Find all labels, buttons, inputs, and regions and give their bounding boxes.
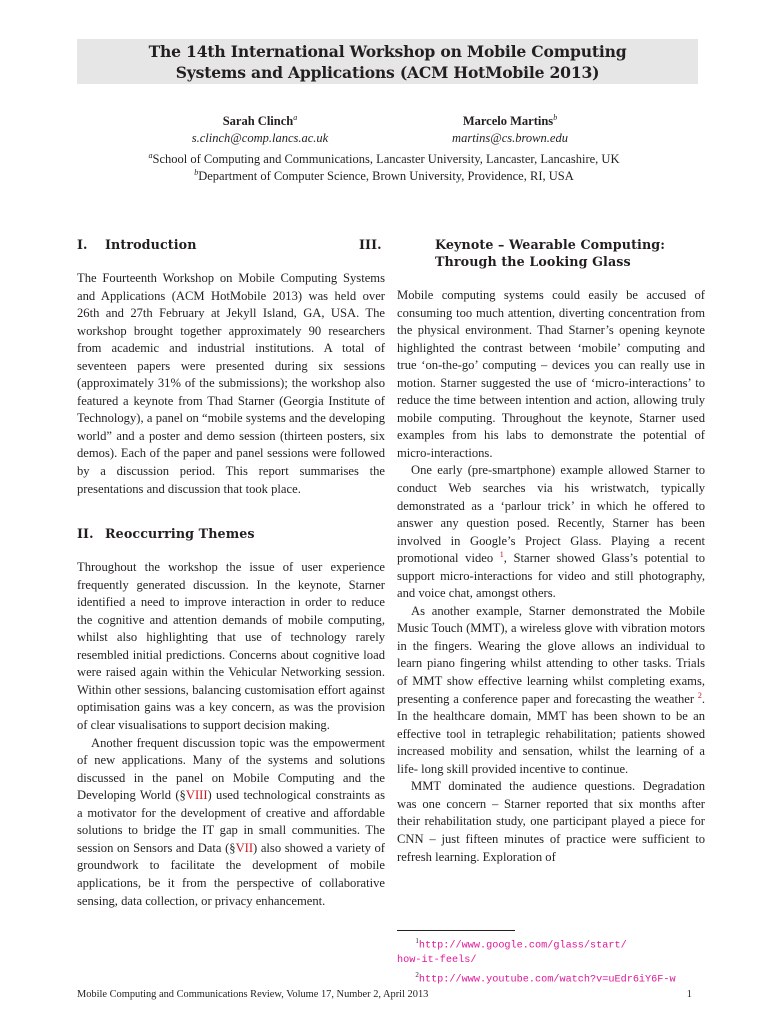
text-run: ) also showed a variety of groundwork to facilitate the development of mobile applications, be it from the perspective of collaborative sensing, data collection, or privacy enhancement.: [77, 840, 385, 908]
paper-title-line-2: Systems and Applications (ACM HotMobile 2013): [175, 63, 600, 82]
text-run: One early (pre-smartphone) example allowed Starner to conduct Web searches via his wristwatch, typically demonstrated as a ‘parlour trick’ in which he offered to answer any question posed. Recently, Starner has been involved in Google’s Project Glass. Playing a recent promotional video: [397, 463, 705, 566]
themes-paragraph-2: [77, 735, 385, 910]
footnote-ref-link[interactable]: 1: [499, 550, 504, 560]
page-number: 1: [686, 989, 692, 1000]
text-run: As another example, Starner demonstrated the Mobile Music Touch (MMT), a wireless glove with vibration motors in the fingers. Wearing the glove allows an individual to learn piano fingering whilst attending to other tasks. Trials of MMT show effective learning whilst completing exams, presenting a conference paper and forecasting the weather: [397, 603, 705, 706]
section-ref-link[interactable]: VIII: [185, 788, 208, 803]
left-column: [77, 236, 385, 910]
text-run: Another frequent discussion topic was the empowerment of new applications. Many of the systems and solutions discussed in the panel on Mobile Computing and the Developing World (§: [77, 735, 385, 803]
affiliation-mark: b: [194, 168, 199, 177]
footnote-ref-link[interactable]: 2: [697, 690, 702, 700]
keynote-paragraph-4: MMT dominated the audience questions. Degradation was one concern – Starner reported that six months after their rehabilitation study, one participant played a piece for CNN – just fifteen minutes of practice were sufficient to refresh learning. Exploration of: [397, 779, 705, 864]
keynote-paragraph-1: Mobile computing systems could easily be accused of consuming too much attention, diverting concentration from the physical environment. Thad Starner’s opening keynote highlighted the contrast between ‘mobile’ computing and true ‘on-the-go’ computing – devices you can really use in motion. Starner suggested the use of ‘micro-interactions’ to reduce the time between intention and action, allowing truly mobile computing. Throughout the keynote, Starner used examples from his labs to demonstrate the potential of micro-interactions.: [397, 288, 705, 460]
right-column: [359, 236, 705, 866]
affiliation-mark: a: [293, 113, 298, 122]
text-run: ) used technological constraints as a motivator for the development of creative and affordable solutions to bridge the IT gap in small communities. The session on Sensors and Data (§: [77, 788, 386, 855]
footnote-1[interactable]: [397, 934, 707, 953]
author-name: Marcelo Martins: [462, 114, 554, 129]
author-2: [425, 109, 595, 147]
footnote-1-cont[interactable]: how-it-feels/: [397, 955, 477, 967]
affiliation-mark: a: [148, 151, 153, 160]
footnote-mark: 2: [415, 971, 419, 980]
footnote-2[interactable]: [397, 968, 707, 987]
footnote-divider: [397, 930, 515, 931]
footnote-url[interactable]: http://www.google.com/glass/start/: [418, 940, 627, 952]
section-heading-keynote: [359, 236, 705, 270]
text-run: , Starner showed Glass’s potential to support micro-interactions for video and still photography, and voice chat, amongst others.: [397, 551, 705, 601]
affiliation-text: School of Computing and Communications, Lancaster University, Lancaster, Lancashire, UK: [152, 152, 620, 167]
page-footer: [77, 988, 692, 1002]
section-ref-link[interactable]: VII: [235, 840, 254, 855]
keynote-paragraph-2: [397, 462, 705, 602]
author-email[interactable]: martins@cs.brown.edu: [452, 131, 568, 146]
intro-paragraph: The Fourteenth Workshop on Mobile Computing Systems and Applications (ACM HotMobile 2013) was held over 26th and 27th February at Jekyll Island, GA, USA. The workshop brought together approximately 90 researchers from academic and industrial institutions. A total of seventeen papers were presented during six sessions (approximately 31% of the submissions); the workshop also featured a keynote from Thad Starner (Georgia Institute of Technology), a panel on “mobile systems and the developing world” and a poster and demo session (thirteen posters, six demos). Each of the paper and panel sessions were followed by a discussion period. This report summarises the presentations and discussion that took place.: [77, 271, 385, 496]
section-number: II.: [77, 526, 94, 542]
paper-title-line-1: The 14th International Workshop on Mobile Computing: [148, 42, 627, 61]
affiliation-mark: b: [553, 113, 558, 122]
themes-paragraph-1: Throughout the workshop the issue of user experience frequently generated discussion. In the keynote, Starner identified a need to improve interaction in order to reduce the cognitive and attention demands of mobile computing, whilst also highlighting that use of technology rarely resembled initial predictions. Concerns about cognitive load were raised again within the Vehicular Networking session. Within other sessions, balancing customisation effort against optimisation gains was a key concern, as was the provision of clear visualisations to support decision making.: [77, 560, 385, 733]
author-1: [175, 109, 345, 147]
affiliation-b: [0, 164, 768, 185]
section-number: III.: [359, 237, 382, 252]
author-name: Sarah Clinch: [222, 114, 294, 129]
footnote-mark: 1: [415, 937, 419, 945]
section-title: Reoccurring Themes: [105, 526, 255, 542]
section-number: I.: [77, 237, 88, 252]
text-run: . In the healthcare domain, MMT has been shown to be an effective tool in tetraplegic rehabilitation; patients showed increased mobility and sensation, whilst the learning of a life- long skill provided incentive to continue.: [397, 691, 705, 776]
keynote-paragraph-3: [397, 603, 705, 778]
title-box: [77, 39, 698, 84]
footnotes: [397, 934, 707, 988]
footnote-url[interactable]: http://www.youtube.com/watch?v=uEdr6iY6F-w: [418, 974, 676, 986]
author-email[interactable]: s.clinch@comp.lancs.ac.uk: [191, 131, 329, 146]
affiliation-text: Department of Computer Science, Brown University, Providence, RI, USA: [198, 169, 574, 184]
journal-citation: Mobile Computing and Communications Review, Volume 17, Number 2, April 2013: [77, 989, 429, 1000]
section-heading-themes: [77, 525, 385, 542]
section-title: Keynote – Wearable Computing: Through the Looking Glass: [435, 237, 666, 269]
section-heading-introduction: [77, 236, 385, 253]
section-title: Introduction: [105, 237, 197, 252]
